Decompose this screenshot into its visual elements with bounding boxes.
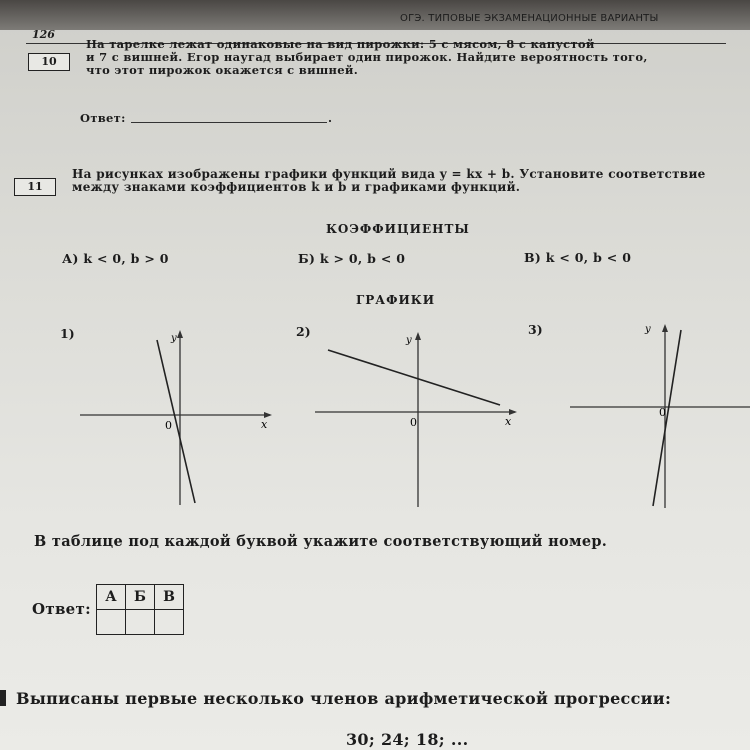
task12-number-box-edge: [0, 690, 6, 706]
graph3: [565, 318, 750, 510]
graph1-x-label: x: [261, 418, 268, 431]
task11-answer-label: Ответ:: [32, 600, 91, 618]
coef-v: В) k < 0, b < 0: [524, 250, 632, 265]
graph1: [75, 325, 280, 510]
task11-line2: между знаками коэффициентов k и b и графиками функций.: [72, 180, 521, 194]
graph2-x-label: x: [505, 415, 512, 428]
graph2-y-label: y: [406, 335, 412, 346]
graph2-origin: 0: [410, 416, 417, 429]
running-title: ОГЭ. ТИПОВЫЕ ЭКЗАМЕНАЦИОННЫЕ ВАРИАНТЫ: [400, 13, 659, 24]
graph3-function-line: [653, 330, 681, 506]
task10-line3: что этот пирожок окажется с вишней.: [86, 63, 359, 77]
task10-answer-line: [131, 110, 327, 123]
graph1-label: 1): [60, 326, 75, 341]
graph2-label: 2): [296, 324, 311, 339]
task10-answer-label: Ответ:: [80, 111, 126, 125]
graph1-y-arrow: [177, 330, 183, 338]
graph3-y-label: y: [645, 324, 651, 335]
task12-text: Выписаны первые несколько членов арифметической прогрессии:: [16, 689, 672, 708]
task11-number-box: 11: [14, 178, 56, 196]
graph3-label: 3): [528, 322, 543, 337]
task10-number-box: 10: [28, 53, 70, 71]
graphs-title: ГРАФИКИ: [356, 293, 436, 307]
graph3-y-arrow: [662, 324, 668, 332]
task10-answer-end: .: [328, 111, 333, 125]
graph3-origin: 0: [659, 406, 666, 419]
answer-header-v: В: [155, 585, 184, 610]
task10-text: [86, 38, 726, 77]
task12-sequence: 30; 24; 18; ...: [346, 730, 469, 749]
answer-cell-b[interactable]: [126, 610, 155, 635]
coef-b: Б) k > 0, b < 0: [298, 251, 406, 266]
answer-table-header-row: [97, 585, 184, 610]
coef-a: А) k < 0, b > 0: [62, 251, 169, 266]
graph2-y-arrow: [415, 332, 421, 340]
coefficients-title: КОЭФФИЦИЕНТЫ: [326, 222, 470, 236]
answer-table: [96, 584, 184, 635]
task10-line2: и 7 с вишней. Егор наугад выбирает один пирожок. Найдите вероятность того,: [86, 50, 648, 64]
graph2-function-line: [328, 350, 500, 405]
answer-cell-v[interactable]: [155, 610, 184, 635]
graph1-function-line: [157, 340, 195, 503]
answer-table-input-row: [97, 610, 184, 635]
graph1-origin: 0: [165, 419, 172, 432]
answer-cell-a[interactable]: [97, 610, 126, 635]
task10-line1: На тарелке лежат одинаковые на вид пирожки: 5 с мясом, 8 с капустой: [86, 37, 595, 51]
page-number: 126: [32, 28, 55, 41]
graph1-y-label: y: [171, 333, 177, 344]
table-instruction: В таблице под каждой буквой укажите соответствующий номер.: [34, 533, 608, 550]
task11-text: [72, 168, 732, 194]
answer-header-a: А: [97, 585, 126, 610]
graph2: [310, 325, 525, 510]
answer-header-b: Б: [126, 585, 155, 610]
task11-line1: На рисунках изображены графики функций вида y = kx + b. Установите соответствие: [72, 167, 706, 181]
